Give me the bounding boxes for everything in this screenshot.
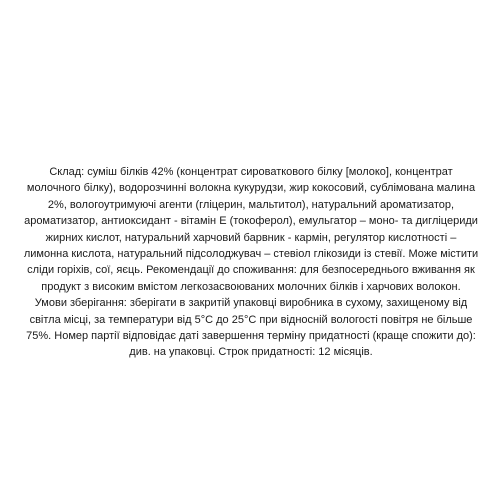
text-line: Умови зберігання: зберігати в закритій упаковці виробника в сухому, захищеному від bbox=[34, 297, 468, 310]
text-line: 2%, вологоутримуючі агенти (гліцерин, мальтитол), натуральний ароматизатор, bbox=[47, 198, 455, 211]
ingredients-text-block bbox=[8, 164, 494, 361]
text-line: сліди горіхів, сої, яєць. Рекомендації до споживання: для безпосереднього вживання як bbox=[27, 264, 475, 277]
text-line: Склад: суміш білків 42% (концентрат сироваткового білку [молоко], концентрат bbox=[49, 166, 453, 178]
text-line: ароматизатор, антиоксидант - вітамін Е (токоферол), емульгатор – моно- та дигліцериди bbox=[24, 215, 478, 228]
text-line: див. на упаковці. Строк придатності: 12 місяців. bbox=[129, 346, 373, 359]
text-line: 75%. Номер партії відповідає даті завершення терміну придатності (краще спожити до): bbox=[26, 330, 476, 343]
text-line: жирних кислот, натуральний харчовий барвник - кармін, регулятор кислотності – bbox=[45, 231, 457, 244]
text-line: продукт з високим вмістом легкозасвоюваних молочних білків і харчових волокон. bbox=[41, 280, 461, 293]
text-line: світла місці, за температури від 5°С до 25°С при відносній вологості повітря не більше bbox=[29, 313, 473, 326]
text-line: молочного білку), водорозчинні волокна кукурудзи, жир кокосовий, сублімована малина bbox=[26, 182, 476, 195]
text-line: лимонна кислота, натуральний підсолоджувач – стевіол глікозиди із стевії. Може містити bbox=[23, 248, 479, 261]
